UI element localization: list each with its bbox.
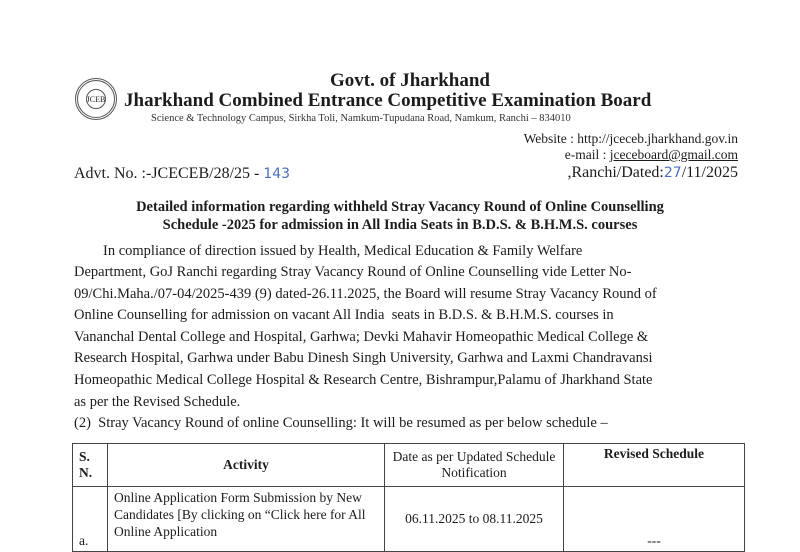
email-line: [565, 147, 738, 163]
schedule-table: [72, 443, 745, 552]
email-link[interactable]: jceceboard@gmail.com: [609, 147, 738, 162]
cell-sn: a.: [73, 487, 108, 552]
header-date: Date as per Updated Schedule Notification: [385, 444, 564, 487]
email-label: e-mail :: [564, 147, 610, 162]
cell-revised: ---: [564, 487, 745, 552]
paragraph-line: Vananchal Dental College and Hospital, Garhwa; Devki Mahavir Homeopathic Medical College &: [74, 329, 649, 345]
table-header-row: [73, 444, 745, 487]
dated-prefix: ,Ranchi/Dated:: [567, 164, 664, 181]
notice-heading-line: Schedule -2025 for admission in All India Seats in B.D.S. & B.H.M.S. courses: [162, 217, 638, 233]
govt-title: Govt. of Jharkhand: [330, 70, 490, 91]
cell-date: 06.11.2025 to 08.11.2025: [385, 487, 564, 552]
header-activity: Activity: [108, 444, 385, 487]
paragraph-line: Department, GoJ Ranchi regarding Stray Vacancy Round of Online Counselling vide Letter No-: [74, 264, 632, 280]
paragraph-line: In compliance of direction issued by Health, Medical Education & Family Welfare: [74, 243, 583, 259]
header-revised: Revised Schedule: [564, 444, 745, 487]
paragraph-line: as per the Revised Schedule.: [74, 394, 241, 410]
board-title: Jharkhand Combined Entrance Competitive Examination Board: [124, 90, 652, 111]
paragraph-line: Homeopathic Medical College Hospital & Research Centre, Bishrampur,Palamu of Jharkhand State: [74, 372, 653, 388]
header-sn: S. N.: [73, 444, 108, 487]
advt-prefix: Advt. No. :-JCECEB/28/25 -: [74, 165, 264, 182]
website: Website : http://jceceb.jharkhand.gov.in: [523, 131, 738, 146]
cell-activity: Online Application Form Submission by New Candidates [By clicking on “Click here for All Online Application: [108, 487, 385, 552]
paragraph-line: Research Hospital, Garhwa under Babu Dinesh Singh University, Garhwa and Laxmi Chandravansi: [74, 350, 653, 366]
dated-handwritten-day: 27: [663, 165, 682, 181]
dated: [567, 164, 738, 182]
notice-heading-line: Detailed information regarding withheld Stray Vacancy Round of Online Counselling: [136, 199, 664, 215]
advt-handwritten-number: 143: [263, 166, 291, 182]
board-address: Science & Technology Campus, Sirkha Toli, Namkum-Tupudana Road, Namkum, Ranchi – 834010: [151, 113, 571, 124]
advt-number: [74, 165, 290, 183]
seal-text: JCEB: [86, 89, 106, 109]
paragraph-line: Online Counselling for admission on vacant All India seats in B.D.S. & B.H.M.S. courses in: [74, 307, 614, 323]
paragraph-line: (2) Stray Vacancy Round of online Counselling: It will be resumed as per below schedule –: [74, 415, 608, 431]
dated-rest: /11/2025: [681, 164, 738, 181]
paragraph-line: 09/Chi.Maha./07-04/2025-439 (9) dated-26.11.2025, the Board will resume Stray Vacancy Round of: [74, 286, 657, 302]
